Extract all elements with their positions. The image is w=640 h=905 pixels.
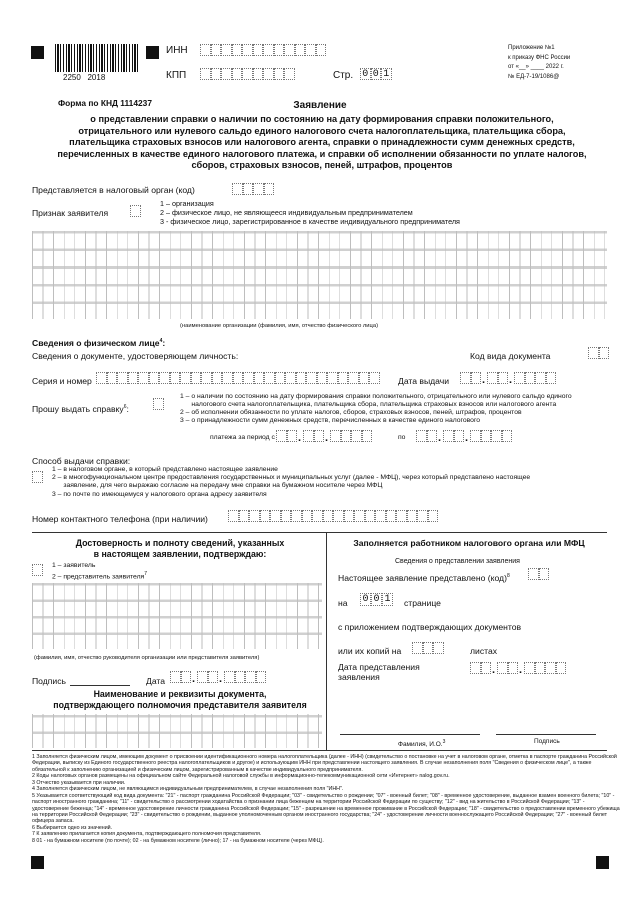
person-heading: Сведения о физическом лице$^4$: (32, 338, 166, 348)
staff-sign-label: Подпись (534, 738, 560, 745)
delivery-option-1: 1 – в налоговом органе, в который представлено настоящее заявление (52, 466, 278, 473)
staff-fio-label: Фамилия, И.О.$^3$ (398, 739, 446, 749)
footnote-8: 8 01 - на бумажном носителе (по почте); 02 - на бумажном носителе (лично); 17 - на бумажном носителе (через МФЦ). (32, 837, 324, 844)
inn-label: ИНН (166, 45, 188, 56)
doc-kind-field[interactable] (588, 347, 609, 359)
signature-line (70, 685, 130, 686)
form-code: Форма по КНД 1114237 (58, 98, 152, 108)
phone-field[interactable] (228, 510, 438, 522)
inn-field[interactable] (200, 44, 326, 56)
footnote-2: 2 Коды налоговых органов размещены на официальном сайте Федеральной налоговой службы в информационно-телекоммуникационной сети «Интернет» nalog.gov.ru. (32, 773, 450, 780)
page-number-field[interactable]: 0 0 1 (360, 68, 392, 80)
staff-section-sub: Сведения о представлении заявления (395, 558, 520, 565)
confirmation-heading: Достоверность и полноту сведений, указанных в настоящем заявлении, подтверждаю: (75, 538, 285, 559)
staff-sign-line (496, 734, 596, 735)
request-label: Прошу выдать справку$^6$: (32, 404, 129, 414)
copies-label: или их копий на (338, 646, 402, 656)
signer-fio-caption: (фамилия, имя, отчество руководителя организации или представителя заявителя) (34, 655, 260, 661)
section-divider (326, 532, 327, 750)
staff-fio-line (340, 734, 480, 735)
period-to-field[interactable] (416, 430, 512, 442)
name-caption: (наименование организации (фамилия, имя, отчество физического лица) (180, 323, 379, 329)
id-document-label: Сведения о документе, удостоверяющем личность: (32, 351, 239, 361)
series-number-label: Серия и номер (32, 376, 92, 386)
pages-label: странице (404, 598, 441, 608)
authority-doc-grid[interactable] (32, 714, 322, 748)
corner-marker-top-mid (146, 46, 159, 59)
submission-date-field[interactable] (470, 662, 566, 674)
form-title: о представлении справки о наличии по состоянию на дату формирования справки положительного, отрицательного или нулевого сальдо единого налогового счета налогоплательщика, плательщика сбора, плательщика страховых взносов или налогового агента, справки о принадлежности сумм денежных средств, перечисленных в качестве единого налогового платежа, и справки об исполнении обязанности по уплате налогов, сборов, страховых взносов, пеней, штрафов, процентов (57, 114, 587, 171)
submission-date-label: Дата представления заявления (338, 662, 420, 682)
sheet-count-field[interactable] (412, 642, 444, 654)
signature-label: Подпись (32, 676, 67, 686)
on-label: на (338, 598, 348, 608)
series-number-field[interactable] (96, 372, 380, 384)
footnote-6: 6 Выбирается одно из значений. (32, 824, 113, 831)
delivery-method-field[interactable] (32, 471, 43, 483)
request-option-1: 1 – о наличии по состоянию на дату формирования справки положительного, отрицательного или нулевого сальдо единого (180, 393, 572, 400)
kpp-label: КПП (166, 70, 187, 81)
page-label: Стр. (333, 70, 354, 81)
phone-label: Номер контактного телефона (при наличии) (32, 514, 208, 524)
page-count-field[interactable]: 0 0 1 (360, 593, 393, 606)
issue-date-field[interactable] (460, 372, 556, 384)
order-reference: Приложение №1 к приказу ФНС России от «__» ____ 2022 г. № ЕД-7-19/1086@ (508, 45, 571, 80)
corner-marker-top-left (31, 46, 44, 59)
footnote-7: 7 К заявлению прилагается копия документа, подтверждающего полномочия представителя. (32, 831, 262, 838)
signer-type-field[interactable] (32, 564, 43, 576)
organization-name-grid[interactable] (32, 231, 607, 319)
section-top-rule (32, 532, 607, 533)
applicant-sign-field[interactable] (130, 205, 141, 217)
footnote-4: 4 Заполняется физическим лицом, не являющимся индивидуальным предпринимателем, в случае незаполнения поля "ИНН". (32, 786, 344, 793)
request-type-field[interactable] (153, 398, 164, 410)
barcode-number: 2250 2018 (63, 73, 106, 82)
attachments-label: с приложением подтверждающих документов (338, 622, 522, 632)
signer-name-grid[interactable] (32, 583, 322, 649)
footnote-1: 1 Заполняется физическим лицом, имеющим документ о присвоении идентификационного номера налогоплательщика (далее - ИНН) (свидетельство о постановке на учет в налоговом органе, отметка в паспорте гражданина Российской Федерации, выписку из Единого государственного реестра налогоплательщиков и другое) и использующим ИНН при представлении настоящего заявления. В случае незаполнения поля "Сведения о физическом лице", а также обязательной к заполнению организацией и физическим лицом, зарегистрированным в качестве индивидуального предпринимателя. (32, 754, 617, 773)
request-option-3: 3 – о принадлежности сумм денежных средств, перечисленных в качестве единого налогового (180, 417, 481, 424)
doc-kind-label: Код вида документа (470, 351, 551, 361)
issue-date-label: Дата выдачи (398, 376, 450, 386)
sheets-label: листах (470, 646, 498, 656)
corner-marker-bottom-right (596, 856, 609, 869)
signer-option-2: 2 – представитель заявителя$^7$ (52, 571, 148, 581)
applicant-sign-option-1: 1 – организация (160, 199, 214, 208)
sign-date-field[interactable] (170, 671, 266, 683)
footnote-3: 3 Отчество указывается при наличии. (32, 779, 126, 786)
applicant-sign-label: Признак заявителя (32, 208, 109, 218)
delivery-option-2: 2 – в многофункциональном центре предоставления государственных и муниципальных услуг (далее - МФЦ), через который представлено настоящее (52, 474, 531, 481)
delivery-label: Способ выдачи справки: (32, 456, 131, 466)
signer-option-1: 1 – заявитель (52, 562, 96, 569)
applicant-sign-option-2: 2 – физическое лицо, не являющееся индивидуальным предпринимателем (160, 208, 413, 217)
staff-section-heading: Заполняется работником налогового органа или МФЦ (353, 538, 585, 548)
tax-authority-label: Представляется в налоговый орган (код) (32, 185, 195, 195)
barcode (55, 44, 138, 72)
request-option-1-cont: налогового счета налогоплательщика, плательщика сбора, плательщика страховых взносов или налогового агента (180, 401, 557, 408)
sign-date-label: Дата (146, 676, 166, 686)
request-option-2: 2 – об исполнении обязанности по уплате налогов, сборов, страховых взносов, пеней, штрафов, процентов (180, 409, 522, 416)
delivery-option-3: 3 – по почте по имеющемуся у налогового органа адресу заявителя (52, 491, 267, 498)
applicant-sign-option-3: 3 - физическое лицо, зарегистрированное в качестве индивидуального предпринимателя (160, 217, 460, 226)
submission-code-field[interactable] (528, 568, 549, 580)
form-heading: Заявление (293, 100, 347, 111)
period-from-label: платежа за период с (210, 434, 275, 441)
tax-authority-code-field[interactable] (232, 183, 274, 195)
delivery-option-2-cont: заявление, для чего выражаю согласие на передачу мне справки на бумажном носителе через МФЦ (52, 482, 383, 489)
kpp-field[interactable] (200, 68, 295, 80)
submitted-label: Настоящее заявление представлено (код)$^8$ (338, 573, 510, 583)
period-to-label: по (398, 434, 406, 441)
period-from-field[interactable] (276, 430, 372, 442)
section-bottom-rule (32, 750, 607, 751)
authority-doc-heading: Наименование и реквизиты документа, подтверждающего полномочия представителя заявителя (53, 689, 307, 710)
footnote-5: 5 Указывается соответствующий код вида документа: "21" - паспорт гражданина Российской Федерации; "03" - свидетельство о рождении; "07" - военный билет; "08" - временное удостоверение, выданное взамен военного билета; "10" - паспорт иностранного гражданина; "11" - свидетельство о рассмотрении ходатайства о признании лица беженцем на территории Российской Федерации по существу; "12" - вид на жительство в Российской Федерации; "13" - удостоверение беженца; "14" - временное удостоверение личности гражданина Российской Федерации; "15" - разрешение на временное проживание в Российской Федерации; "18" - свидетельство о предоставлении временного убежища на территории Российской Федерации; "23" - свидетельство о рождении, выданное уполномоченным органом иностранного государства; "24" - удостоверение личности военнослужащего Российской Федерации; "27" - военный билет офицера запаса. (32, 792, 620, 825)
corner-marker-bottom-left (31, 856, 44, 869)
footnotes (32, 754, 622, 845)
